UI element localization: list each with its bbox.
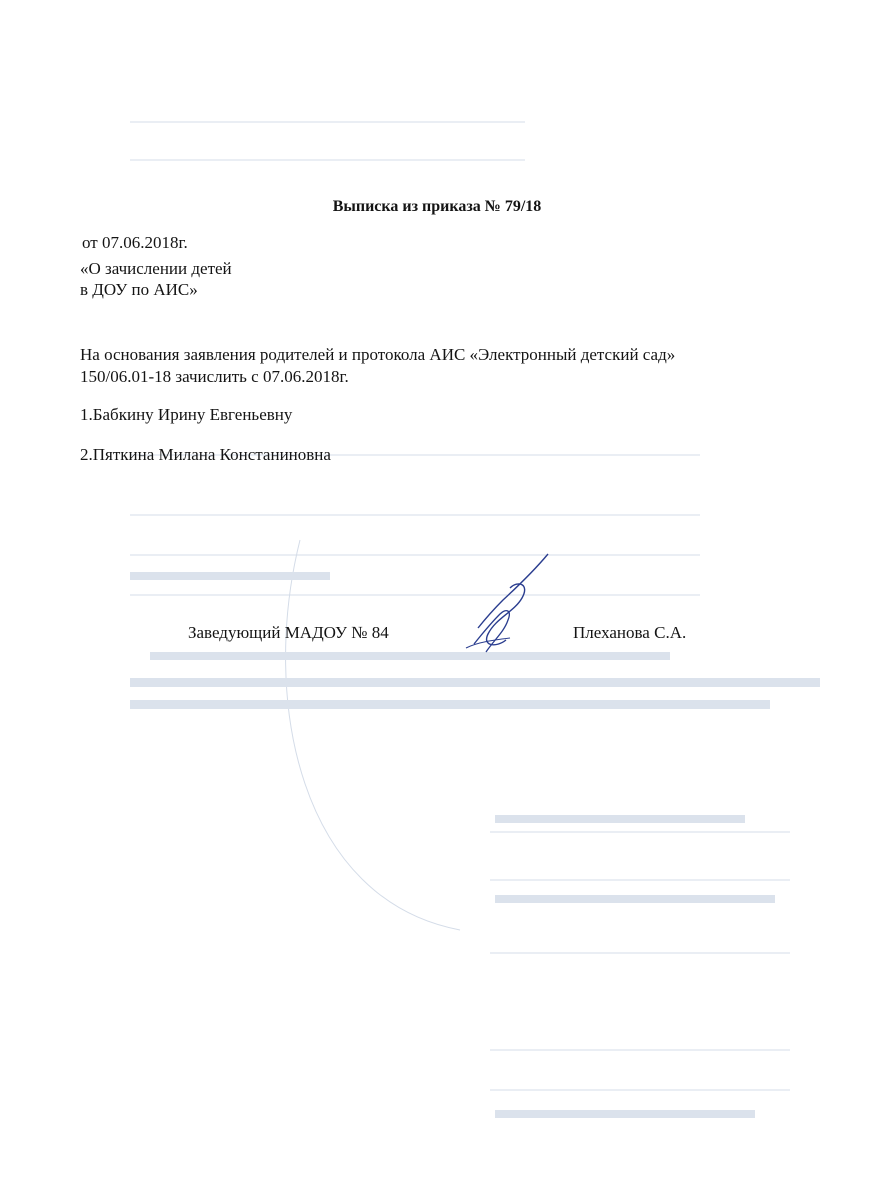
order-date: от 07.06.2018г. [82, 233, 188, 252]
order-basis-line-2: 150/06.01-18 зачислить с 07.06.2018г. [80, 367, 349, 386]
document-title: Выписка из приказа № 79/18 [332, 198, 542, 215]
order-subject-line-1: «О зачислении детей [80, 259, 232, 278]
order-subject-line-2: в ДОУ по АИС» [80, 280, 198, 299]
enrolled-child-2: 2.Пяткина Милана Констаниновна [80, 445, 331, 464]
enrolled-child-1: 1.Бабкину Ирину Евгеньевну [80, 405, 293, 424]
handwritten-signature [448, 548, 558, 658]
order-basis-line-1: На основания заявления родителей и протокола АИС «Электронный детский сад» [80, 345, 676, 364]
signatory-name: Плеханова С.А. [573, 623, 687, 642]
signatory-position: Заведующий МАДОУ № 84 [188, 623, 389, 642]
